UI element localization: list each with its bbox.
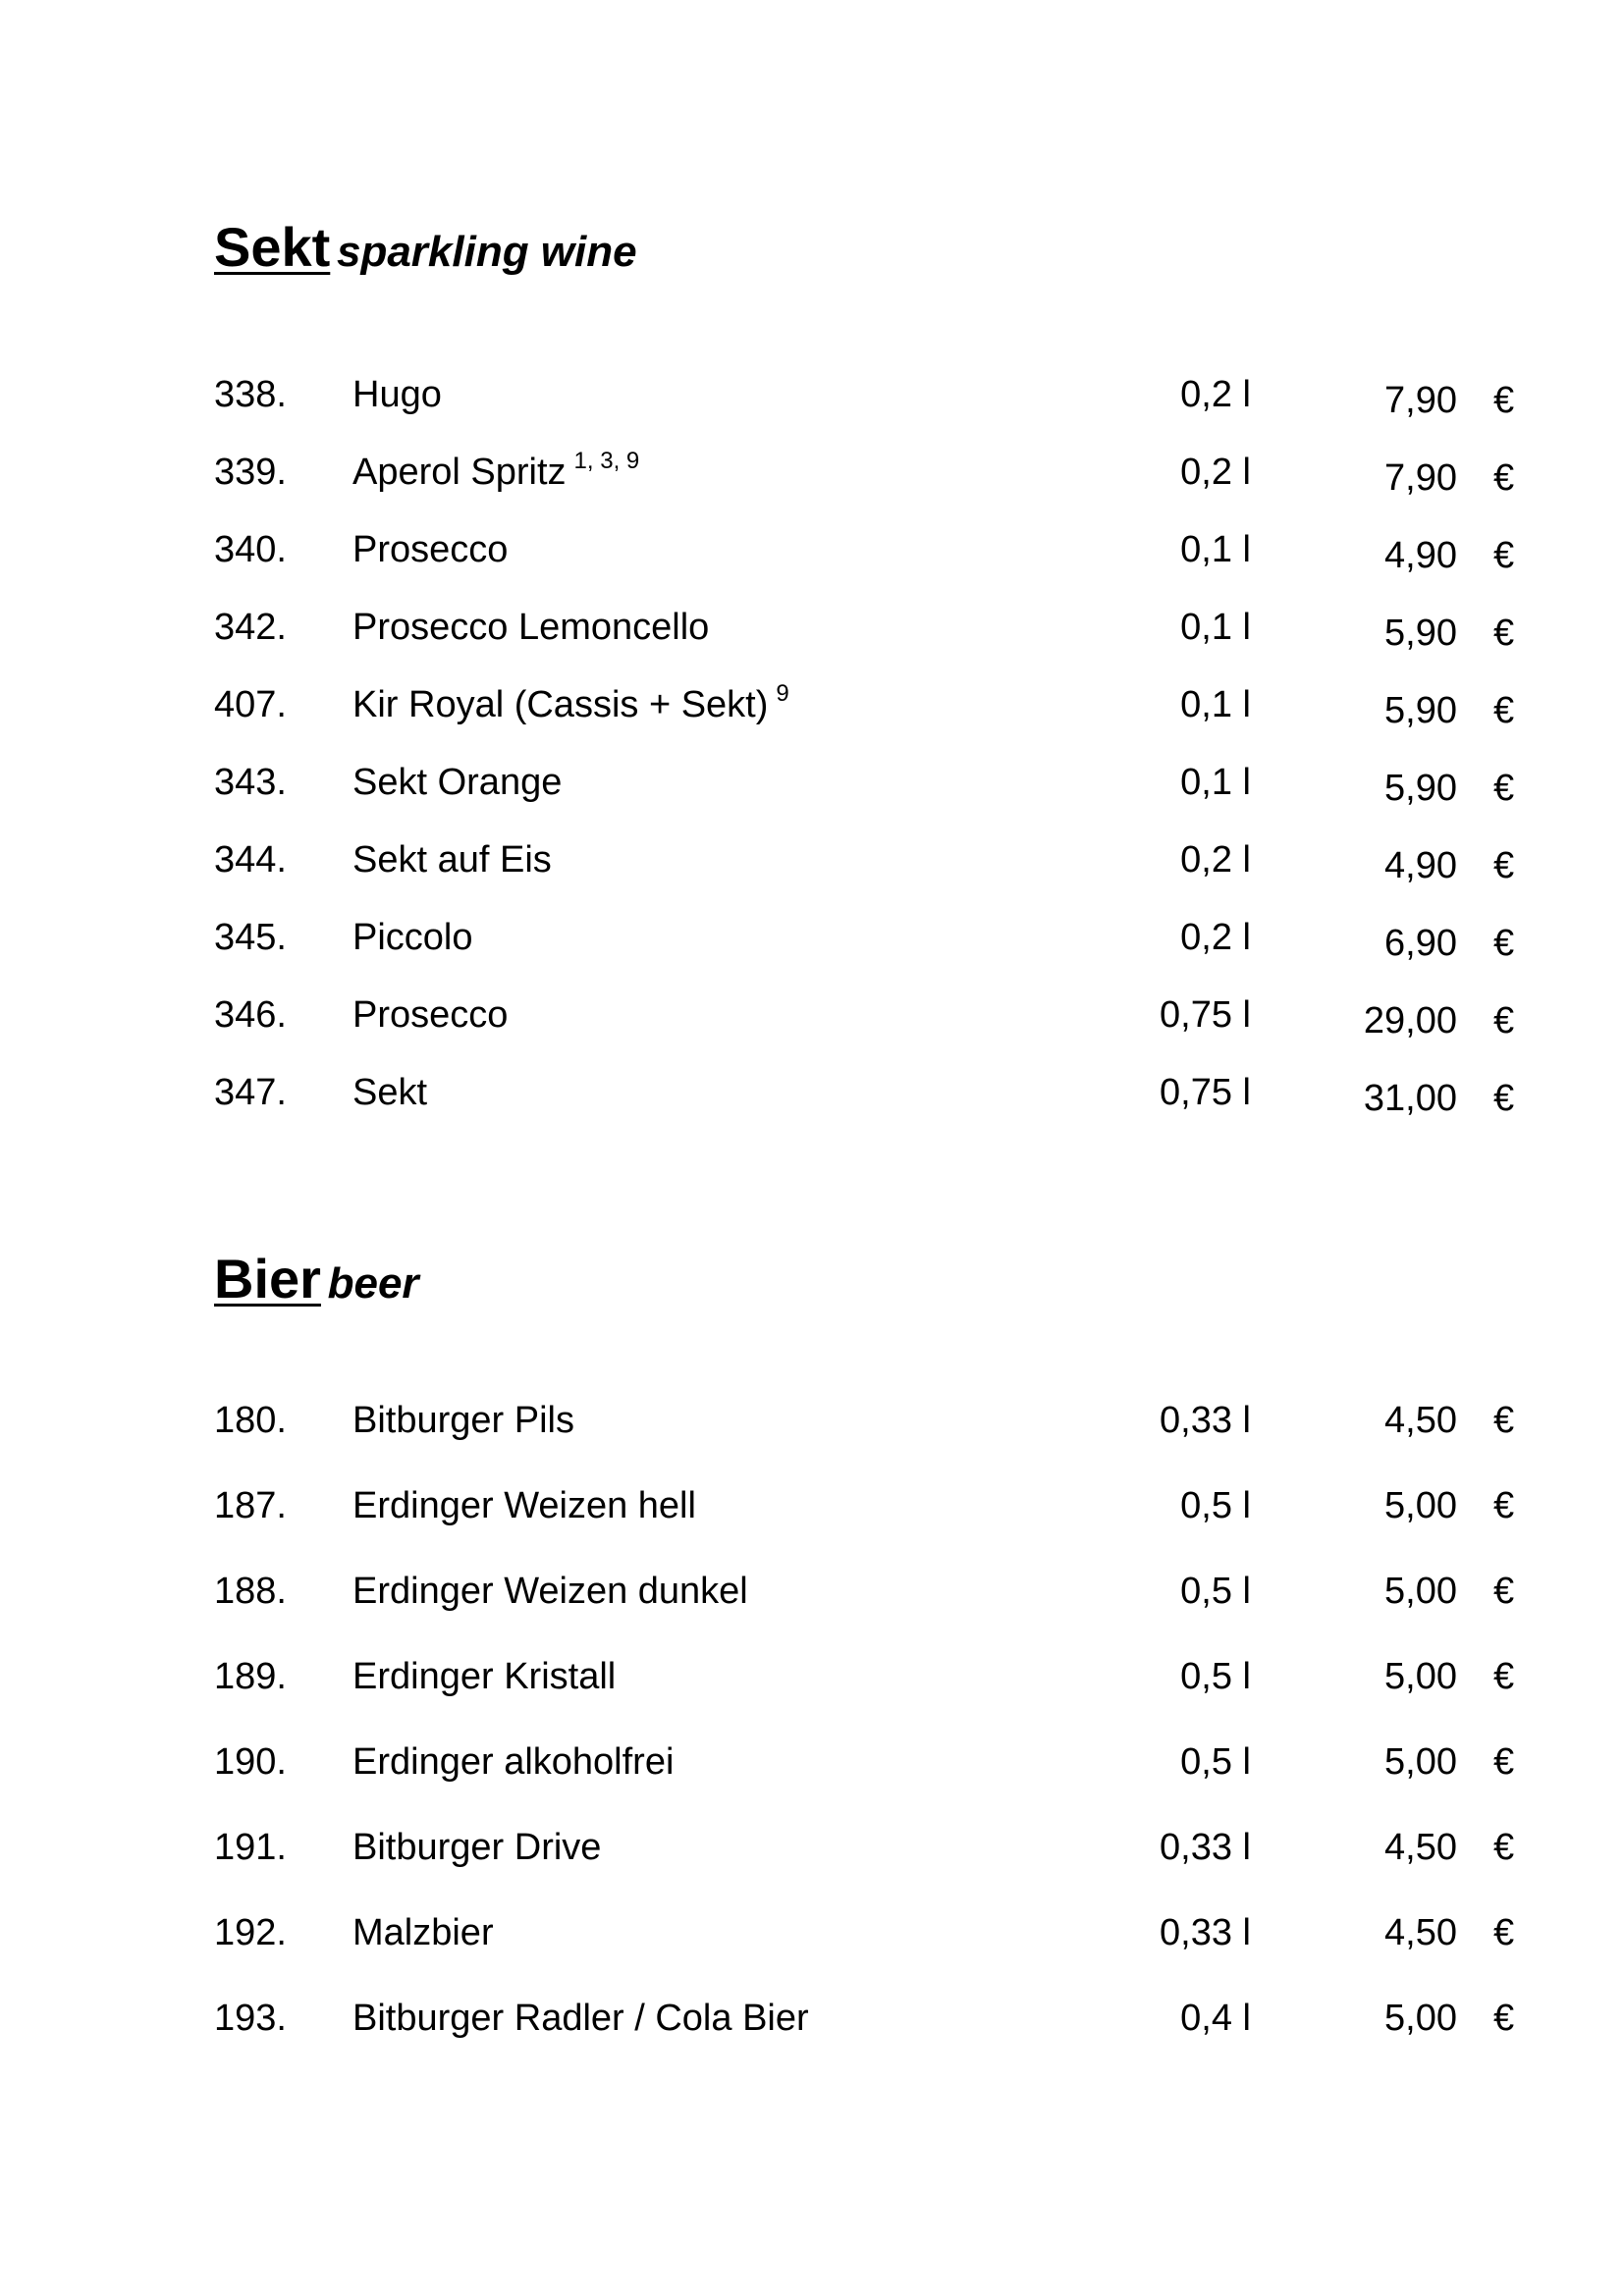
item-number: 180. (214, 1400, 287, 1441)
section-heading-bier (214, 1248, 419, 1309)
menu-item (0, 448, 1624, 531)
item-name: Kir Royal (Cassis + Sekt) $^9$ (352, 680, 789, 725)
item-price: 7,90 (1384, 380, 1457, 421)
item-volume: 0,75 l (1160, 994, 1251, 1036)
item-name: Sekt Orange (352, 762, 563, 803)
currency-symbol: € (1493, 690, 1515, 731)
item-name: Erdinger Weizen hell (352, 1485, 696, 1526)
menu-item (0, 1658, 1624, 1743)
currency-symbol: € (1493, 380, 1515, 421)
menu-item (0, 1402, 1624, 1487)
item-name: Aperol Spritz $^{1, 3, 9}$ (352, 448, 640, 493)
item-number: 190. (214, 1741, 287, 1783)
item-number: 189. (214, 1656, 287, 1697)
item-number: 338. (214, 374, 287, 415)
item-name: Prosecco Lemoncello (352, 607, 710, 648)
item-number: 188. (214, 1571, 287, 1612)
section-title: Bier (214, 1248, 321, 1309)
menu-item (0, 1487, 1624, 1573)
item-number: 187. (214, 1485, 287, 1526)
item-volume: 0,2 l (1180, 839, 1251, 881)
menu-list-bier (0, 1402, 1624, 2085)
item-price: 4,90 (1384, 535, 1457, 576)
item-price: 5,00 (1384, 1485, 1457, 1526)
currency-symbol: € (1493, 923, 1515, 964)
menu-item (0, 1914, 1624, 2000)
section-subtitle: sparkling wine (336, 228, 637, 276)
item-name: Prosecco (352, 994, 509, 1036)
currency-symbol: € (1493, 457, 1515, 499)
item-volume: 0,5 l (1180, 1656, 1251, 1697)
item-name: Sekt (352, 1072, 428, 1113)
item-price: 5,90 (1384, 690, 1457, 731)
currency-symbol: € (1493, 535, 1515, 576)
menu-item (0, 996, 1624, 1074)
section-subtitle: beer (327, 1259, 419, 1308)
item-volume: 0,33 l (1160, 1912, 1251, 1953)
currency-symbol: € (1493, 613, 1515, 654)
menu-list-sekt (0, 376, 1624, 1151)
allergen-note: 1, 3, 9 (573, 448, 640, 474)
item-name: Bitburger Drive (352, 1827, 602, 1868)
item-volume: 0,5 l (1180, 1485, 1251, 1526)
currency-symbol: € (1493, 1741, 1515, 1783)
menu-item (0, 764, 1624, 841)
item-name: Hugo (352, 374, 442, 415)
item-name: Erdinger Weizen dunkel (352, 1571, 748, 1612)
menu-item (0, 1573, 1624, 1658)
menu-item (0, 2000, 1624, 2085)
item-price: 4,90 (1384, 845, 1457, 886)
currency-symbol: € (1493, 845, 1515, 886)
menu-item (0, 1074, 1624, 1151)
item-number: 192. (214, 1912, 287, 1953)
item-volume: 0,2 l (1180, 374, 1251, 415)
item-price: 5,00 (1384, 1741, 1457, 1783)
item-price: 7,90 (1384, 457, 1457, 499)
item-name: Bitburger Radler / Cola Bier (352, 1998, 809, 2039)
item-volume: 0,2 l (1180, 452, 1251, 493)
item-name: Bitburger Pils (352, 1400, 574, 1441)
currency-symbol: € (1493, 768, 1515, 809)
item-price: 5,90 (1384, 613, 1457, 654)
item-volume: 0,1 l (1180, 607, 1251, 648)
item-name: Piccolo (352, 917, 473, 958)
item-number: 344. (214, 839, 287, 881)
item-price: 31,00 (1363, 1078, 1457, 1119)
item-price: 6,90 (1384, 923, 1457, 964)
item-number: 407. (214, 684, 287, 725)
menu-item (0, 919, 1624, 996)
item-volume: 0,1 l (1180, 529, 1251, 570)
item-price: 4,50 (1384, 1400, 1457, 1441)
item-volume: 0,33 l (1160, 1827, 1251, 1868)
item-number: 345. (214, 917, 287, 958)
item-name: Erdinger alkoholfrei (352, 1741, 675, 1783)
currency-symbol: € (1493, 1827, 1515, 1868)
menu-item (0, 1743, 1624, 1829)
menu-item (0, 531, 1624, 609)
item-volume: 0,1 l (1180, 684, 1251, 725)
currency-symbol: € (1493, 1998, 1515, 2039)
item-name: Sekt auf Eis (352, 839, 552, 881)
item-volume: 0,5 l (1180, 1571, 1251, 1612)
item-volume: 0,75 l (1160, 1072, 1251, 1113)
item-price: 5,00 (1384, 1571, 1457, 1612)
menu-item (0, 1829, 1624, 1914)
item-number: 193. (214, 1998, 287, 2039)
item-volume: 0,5 l (1180, 1741, 1251, 1783)
item-number: 342. (214, 607, 287, 648)
item-number: 346. (214, 994, 287, 1036)
currency-symbol: € (1493, 1000, 1515, 1041)
item-name: Prosecco (352, 529, 509, 570)
currency-symbol: € (1493, 1485, 1515, 1526)
item-number: 191. (214, 1827, 287, 1868)
item-number: 340. (214, 529, 287, 570)
item-volume: 0,33 l (1160, 1400, 1251, 1441)
item-name: Malzbier (352, 1912, 494, 1953)
currency-symbol: € (1493, 1912, 1515, 1953)
menu-item (0, 841, 1624, 919)
item-price: 4,50 (1384, 1827, 1457, 1868)
currency-symbol: € (1493, 1656, 1515, 1697)
item-price: 4,50 (1384, 1912, 1457, 1953)
menu-item (0, 609, 1624, 686)
menu-item (0, 680, 1624, 764)
menu-item (0, 376, 1624, 454)
item-volume: 0,1 l (1180, 762, 1251, 803)
currency-symbol: € (1493, 1400, 1515, 1441)
item-name: Erdinger Kristall (352, 1656, 617, 1697)
item-price: 29,00 (1363, 1000, 1457, 1041)
item-volume: 0,4 l (1180, 1998, 1251, 2039)
item-price: 5,90 (1384, 768, 1457, 809)
allergen-note: 9 (776, 680, 789, 707)
item-price: 5,00 (1384, 1998, 1457, 2039)
item-number: 343. (214, 762, 287, 803)
item-volume: 0,2 l (1180, 917, 1251, 958)
section-heading-sekt (214, 216, 637, 278)
currency-symbol: € (1493, 1571, 1515, 1612)
item-number: 347. (214, 1072, 287, 1113)
currency-symbol: € (1493, 1078, 1515, 1119)
section-title: Sekt (214, 216, 331, 278)
item-price: 5,00 (1384, 1656, 1457, 1697)
item-number: 339. (214, 452, 287, 493)
